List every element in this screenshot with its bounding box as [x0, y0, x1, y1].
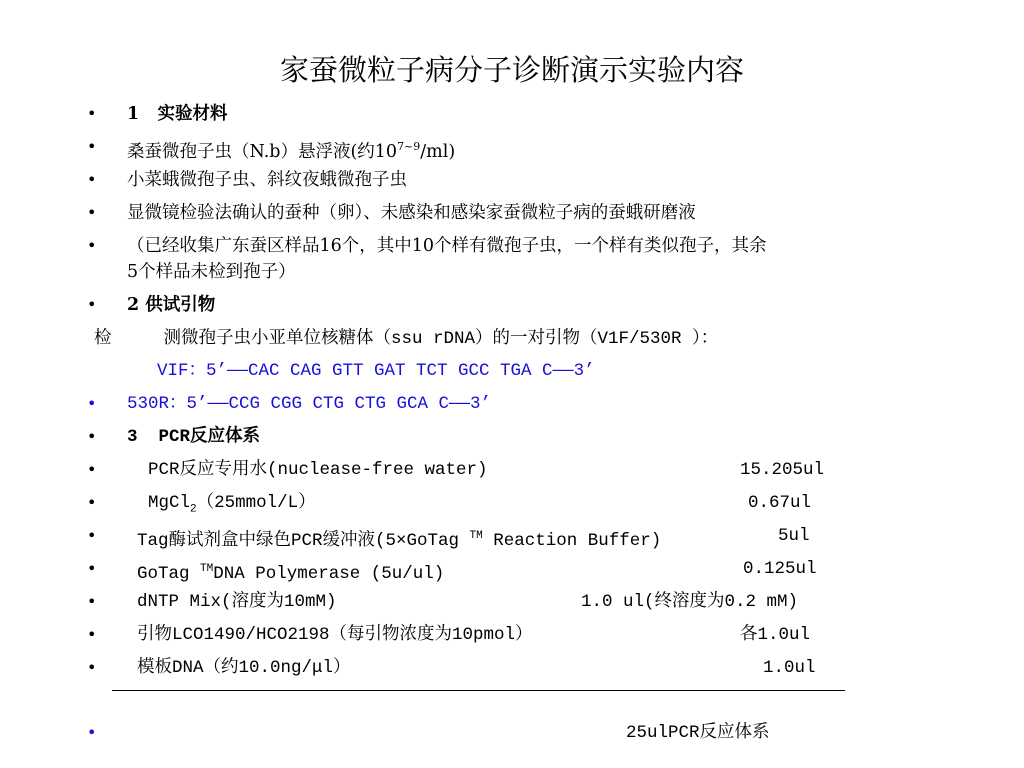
bullet-icon: • [87, 658, 97, 677]
reagent-name: dNTP Mix(溶度为10mM) [137, 592, 337, 612]
bullet-icon: • [87, 723, 97, 742]
reagent-name: Tag酶试剂盒中绿色PCR缓冲液(5×GoTag ™ Reaction Buffer) [137, 530, 662, 551]
bullet-icon: • [87, 104, 97, 123]
total-volume: 25ulPCR反应体系 [626, 723, 770, 743]
reagent-amount: 0.125ul [743, 559, 817, 579]
material-item: （已经收集广东蚕区样品16个，其中10个样有微孢子虫，一个样有类似孢子，其余 [127, 236, 767, 256]
reagent-amount: 各1.0ul [740, 625, 811, 645]
section-title: 实验材料 [157, 104, 228, 124]
material-item: 显微镜检验法确认的蚕种（卵）、未感染和感染家蚕微粒子病的蚕蛾研磨液 [127, 203, 696, 223]
divider-line [112, 690, 845, 691]
section-title: PCR反应体系 [158, 427, 261, 447]
section-1-heading [127, 101, 227, 127]
reagent-name: GoTag ™DNA Polymerase (5u/ul) [137, 563, 445, 584]
section-2-heading [127, 292, 215, 318]
material-item: 小菜蛾微孢子虫、斜纹夜蛾微孢子虫 [127, 170, 407, 190]
bullet-icon: • [87, 460, 97, 479]
bullet-icon: • [87, 203, 97, 222]
reagent-amount: 1.0ul [763, 658, 816, 678]
reagent-amount: 5ul [778, 526, 810, 546]
reagent-name: 引物LCO1490/HCO2198（每引物浓度为10pmol） [137, 625, 533, 645]
slide-title: 家蚕微粒子病分子诊断演示实验内容 [279, 53, 744, 87]
section-3-heading [127, 424, 260, 450]
reagent-amount: 15.205ul [740, 460, 825, 480]
bullet-icon: • [87, 236, 97, 255]
bullet-icon: • [87, 559, 97, 578]
bullet-icon: • [87, 592, 97, 611]
bullet-icon: • [87, 170, 97, 189]
section-number: 1 [127, 104, 140, 124]
primer-vif: VIF：5’——CAC CAG GTT GAT TCT GCC TGA C——3’ [157, 361, 595, 381]
reagent-name: PCR反应专用水(nuclease-free water) [148, 460, 488, 480]
bullet-icon: • [87, 427, 97, 446]
bullet-icon: • [87, 295, 97, 314]
reagent-name: 模板DNA（约10.0ng/μl） [137, 658, 351, 678]
material-item-continued: 5个样品未检到孢子） [127, 262, 296, 282]
bullet-icon: • [87, 625, 97, 644]
primer-530r: 530R：5’——CCG CGG CTG CTG GCA C——3’ [127, 394, 492, 414]
primer-description: 检 测微孢子虫小亚单位核糖体（ssu rDNA）的一对引物（V1F/530R ）： [94, 328, 719, 349]
section-number: 3 [127, 427, 138, 447]
reagent-amount: 1.0 ul(终溶度为0.2 mM) [581, 592, 799, 612]
bullet-icon: • [87, 394, 97, 413]
reagent-amount: 0.67ul [748, 493, 812, 513]
reagent-name: MgCl$_2$（25mmol/L） [148, 493, 316, 516]
bullet-icon: • [87, 493, 97, 512]
bullet-icon: • [87, 526, 97, 545]
section-number: 2 [127, 295, 140, 315]
bullet-icon: • [87, 137, 97, 156]
material-item: 桑蚕微孢子虫（N.b）悬浮液(约$10^{7\sim 9}/ml$) [127, 140, 456, 162]
section-title: 供试引物 [145, 295, 216, 315]
